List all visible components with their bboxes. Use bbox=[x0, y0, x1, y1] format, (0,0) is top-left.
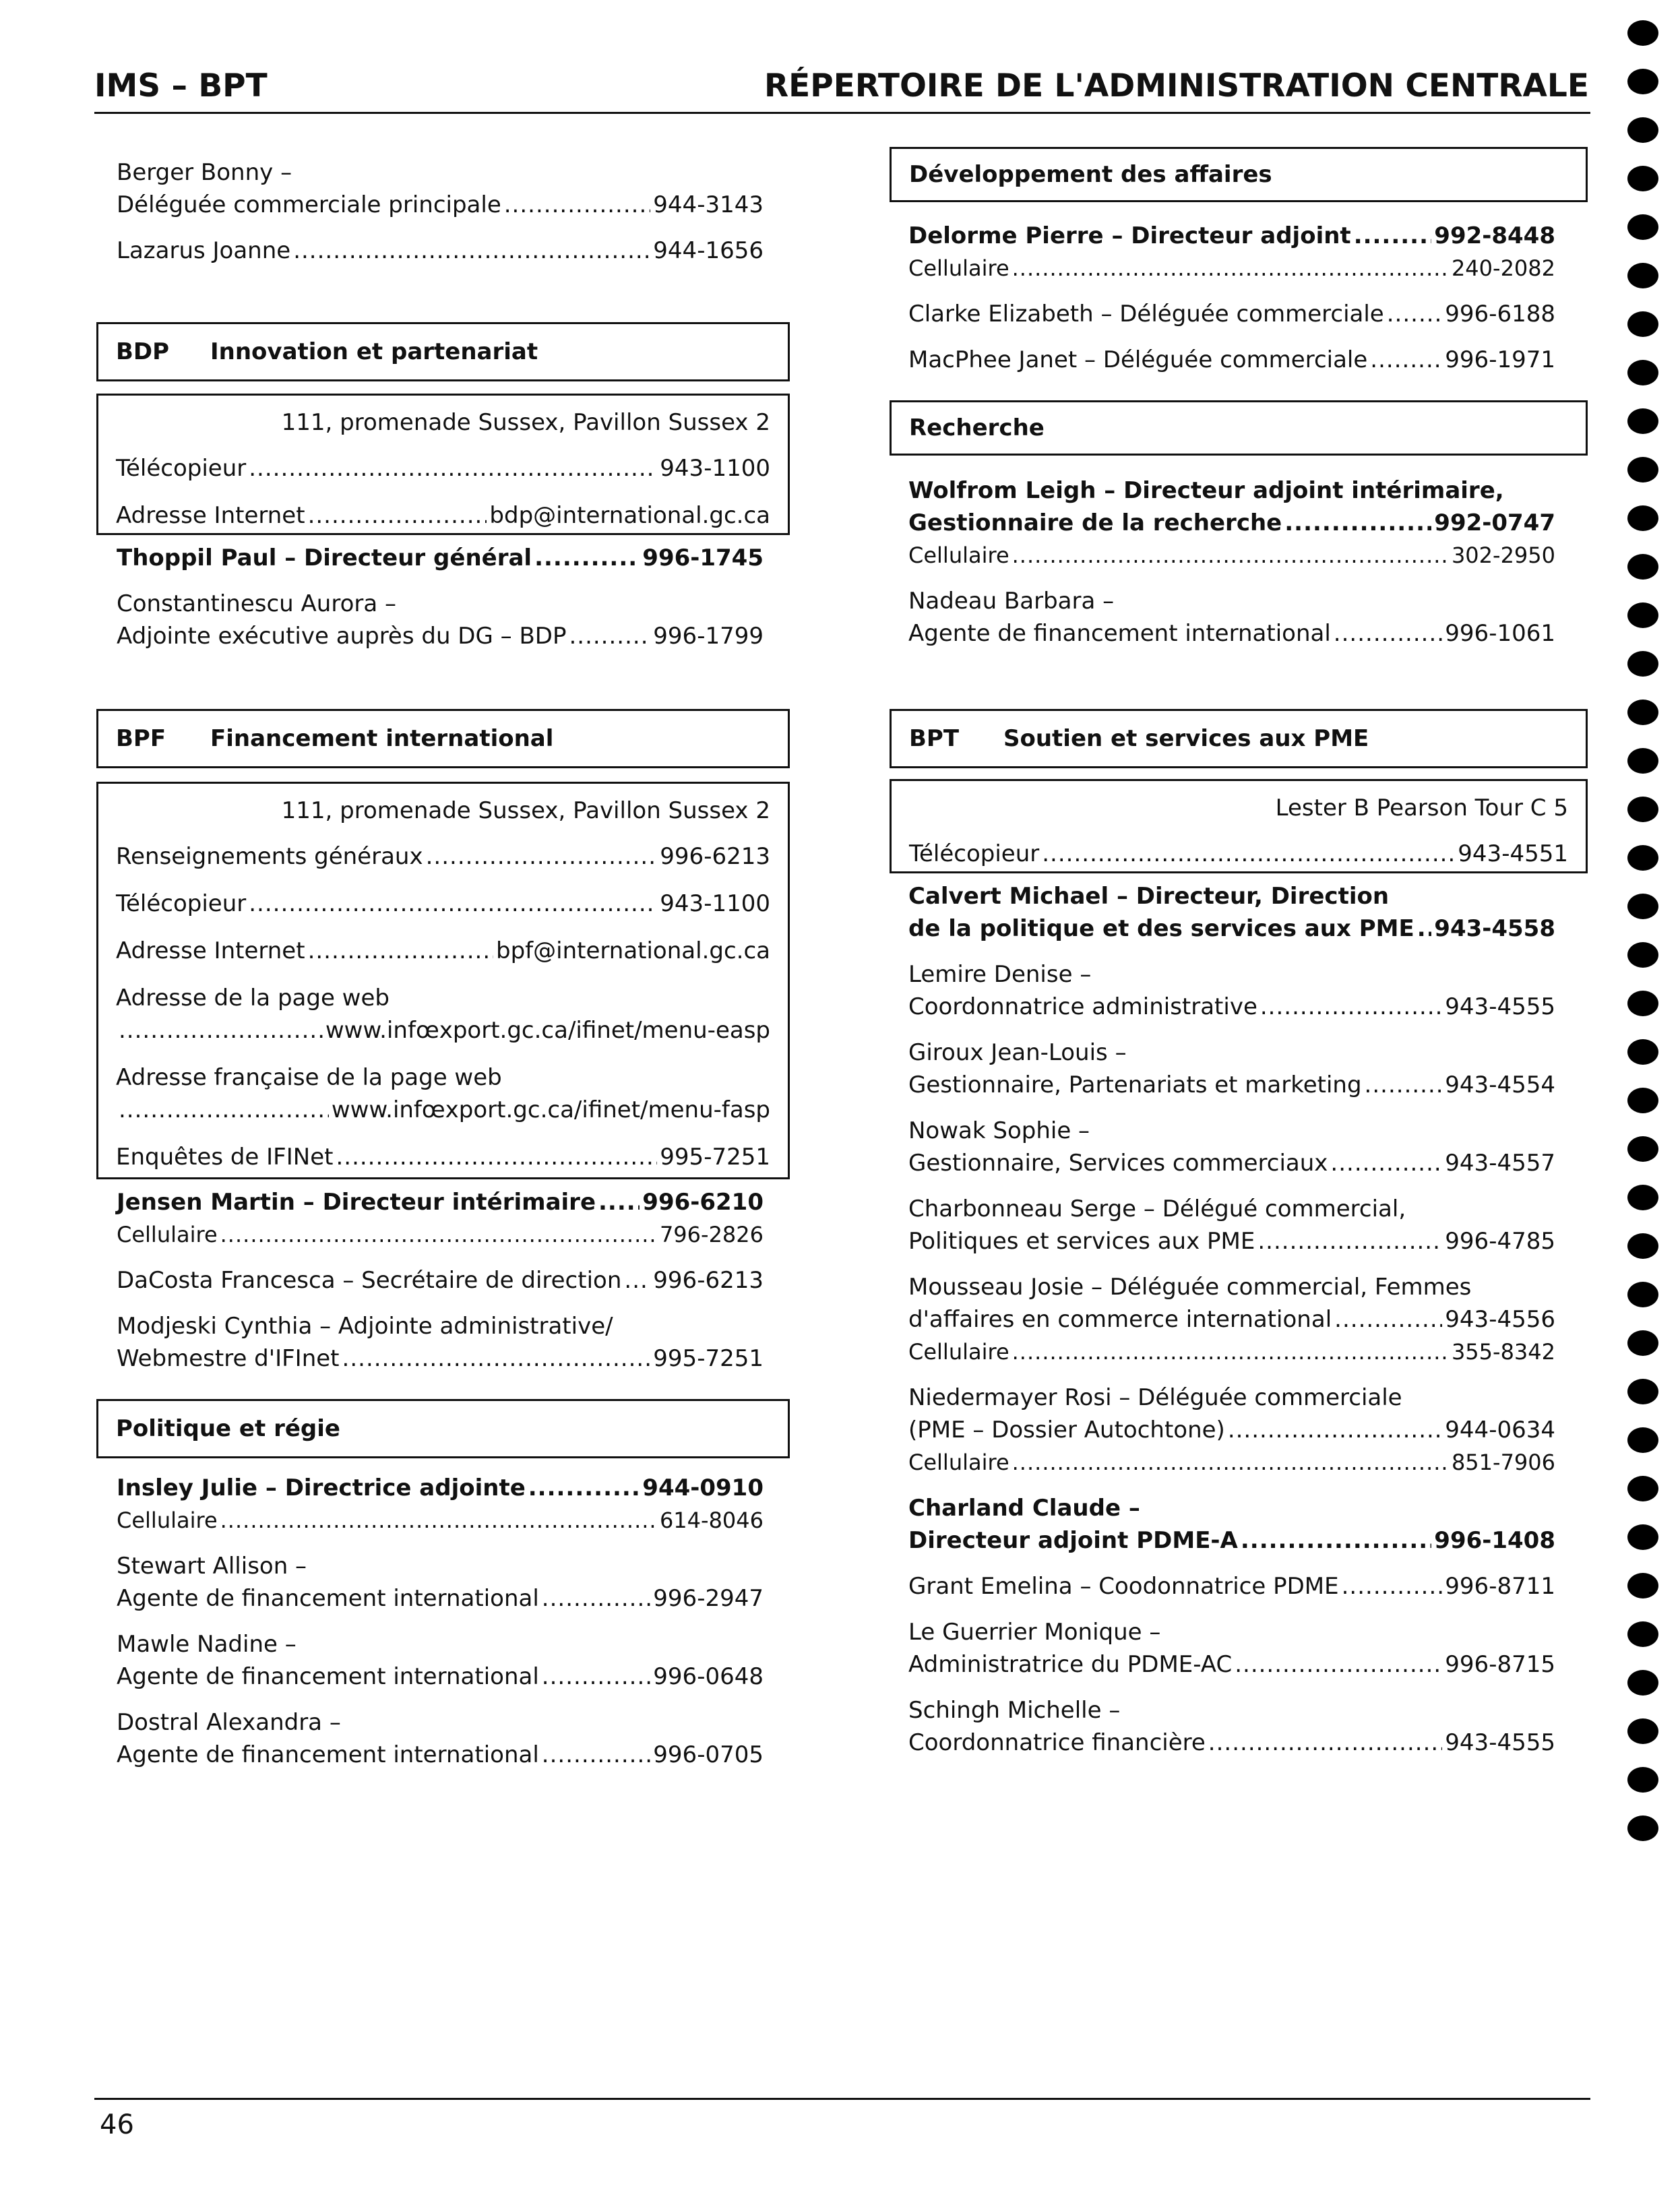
cellular-row bbox=[908, 252, 1555, 284]
entry-row bbox=[908, 220, 1555, 252]
binder-hole bbox=[1627, 505, 1658, 531]
binder-hole bbox=[1627, 554, 1658, 580]
leader-dots bbox=[1417, 912, 1432, 945]
leader-dots bbox=[624, 1264, 650, 1297]
binder-hole bbox=[1627, 360, 1658, 385]
address: 111, promenade Sussex, Pavillon Sussex 2 bbox=[281, 797, 770, 824]
entry-label: Thoppil Paul – Directeur général bbox=[117, 545, 532, 571]
list-item bbox=[908, 880, 1555, 945]
entry-value: 943-4556 bbox=[1445, 1306, 1555, 1333]
list-item bbox=[908, 1492, 1555, 1557]
entry-value: 995-7251 bbox=[660, 1144, 770, 1171]
list-item bbox=[908, 220, 1555, 284]
leader-dots bbox=[1012, 252, 1449, 284]
leader-dots bbox=[1370, 344, 1442, 376]
cellular-label: Cellulaire bbox=[908, 255, 1009, 281]
binder-hole bbox=[1627, 1379, 1658, 1404]
leader-dots bbox=[1208, 1727, 1443, 1759]
entry-row bbox=[116, 452, 770, 485]
entry-value: 996-1745 bbox=[642, 545, 764, 571]
section-code: BPT bbox=[909, 725, 960, 752]
info-box-bpf bbox=[96, 782, 790, 1179]
binder-hole bbox=[1627, 69, 1658, 94]
entry-label: Coordonnatrice financière bbox=[908, 1729, 1206, 1756]
entry-value: 995-7251 bbox=[653, 1345, 764, 1372]
entry-value: 944-0634 bbox=[1445, 1417, 1555, 1443]
section-code: BDP bbox=[116, 338, 170, 365]
entry-value: 943-4555 bbox=[1445, 993, 1555, 1020]
entry-row bbox=[117, 1472, 764, 1504]
leader-dots bbox=[1012, 1336, 1449, 1368]
cellular-value: 614-8046 bbox=[659, 1508, 764, 1533]
entry-value: 996-8715 bbox=[1445, 1651, 1555, 1678]
entry-title: Nowak Sophie – bbox=[908, 1117, 1090, 1144]
leader-dots bbox=[542, 1582, 651, 1615]
section-header-bpt bbox=[890, 709, 1588, 768]
binder-hole bbox=[1627, 1476, 1658, 1501]
list-item bbox=[908, 1616, 1555, 1681]
entry-label: Directeur adjoint PDME-A bbox=[908, 1527, 1238, 1554]
leader-dots bbox=[308, 935, 493, 967]
entry-row bbox=[117, 1660, 764, 1693]
leader-dots bbox=[534, 542, 640, 574]
binder-hole bbox=[1627, 1670, 1658, 1696]
binder-hole bbox=[1627, 1718, 1658, 1744]
entry-title: Le Guerrier Monique – bbox=[908, 1619, 1161, 1646]
section-header-politique bbox=[96, 1399, 790, 1458]
binder-hole bbox=[1627, 457, 1658, 483]
leader-dots bbox=[293, 235, 650, 267]
entry-value: www.infœxport.gc.ca/ifinet/menu-easp bbox=[325, 1017, 770, 1044]
leader-dots bbox=[528, 1472, 640, 1504]
leader-dots bbox=[1284, 507, 1431, 539]
header-left-title: IMS – BPT bbox=[94, 67, 268, 104]
entry-value: 944-3143 bbox=[653, 191, 764, 218]
list-item bbox=[908, 1570, 1555, 1603]
list-item bbox=[117, 156, 764, 221]
entry-value: 943-1100 bbox=[660, 890, 770, 917]
leader-dots bbox=[1012, 539, 1449, 571]
entry-title: Nadeau Barbara – bbox=[908, 588, 1115, 615]
leader-dots bbox=[542, 1739, 651, 1771]
entry-row bbox=[908, 1225, 1555, 1257]
list-item bbox=[908, 585, 1555, 650]
entry-row bbox=[116, 935, 770, 967]
entry-row bbox=[908, 1147, 1555, 1179]
cellular-label: Cellulaire bbox=[908, 1339, 1009, 1365]
entry-value: 996-0648 bbox=[653, 1663, 764, 1690]
entry-row bbox=[117, 1186, 764, 1218]
entry-row bbox=[116, 1094, 770, 1126]
leader-dots bbox=[1334, 617, 1443, 650]
entry-title: Mousseau Josie – Déléguée commercial, Femmes bbox=[908, 1274, 1472, 1301]
section-title: Soutien et services aux PME bbox=[1003, 725, 1369, 752]
leader-dots bbox=[1342, 1570, 1443, 1603]
list-item bbox=[908, 1694, 1555, 1759]
cellular-value: 851-7906 bbox=[1451, 1450, 1555, 1475]
entry-value: 996-0705 bbox=[653, 1741, 764, 1768]
entry-label: Gestionnaire de la recherche bbox=[908, 509, 1282, 536]
entry-row bbox=[117, 1264, 764, 1297]
binder-hole bbox=[1627, 1815, 1658, 1841]
leader-dots bbox=[504, 189, 651, 221]
list-item bbox=[908, 1115, 1555, 1179]
leader-dots bbox=[542, 1660, 651, 1693]
entry-label: Agente de financement international bbox=[908, 620, 1331, 647]
list-item bbox=[117, 1628, 764, 1693]
entry-row bbox=[117, 1342, 764, 1375]
entry-row bbox=[908, 1570, 1555, 1603]
entry-title: Niedermayer Rosi – Déléguée commerciale bbox=[908, 1384, 1402, 1411]
entry-value: 996-8711 bbox=[1445, 1573, 1555, 1600]
list-item bbox=[117, 1264, 764, 1297]
entry-row bbox=[908, 1727, 1555, 1759]
entry-value: 943-4557 bbox=[1445, 1150, 1555, 1177]
address: 111, promenade Sussex, Pavillon Sussex 2 bbox=[281, 409, 770, 436]
list-item bbox=[908, 474, 1555, 571]
entry-label: Adresse Internet bbox=[116, 937, 305, 964]
binder-hole bbox=[1627, 1088, 1658, 1113]
entry-value: 996-4785 bbox=[1445, 1228, 1555, 1255]
entry-row bbox=[116, 1014, 770, 1047]
binder-hole bbox=[1627, 894, 1658, 919]
entry-label: DaCosta Francesca – Secrétaire de direction bbox=[117, 1267, 622, 1294]
entry-label: Adjointe exécutive auprès du DG – BDP bbox=[117, 623, 567, 650]
leader-dots bbox=[1330, 1147, 1442, 1179]
entry-row bbox=[117, 620, 764, 652]
cellular-row bbox=[908, 1446, 1555, 1479]
entry-value: 996-6213 bbox=[653, 1267, 764, 1294]
entry-row bbox=[908, 1414, 1555, 1446]
binder-hole bbox=[1627, 651, 1658, 677]
section-title: Politique et régie bbox=[116, 1415, 340, 1442]
entry-value: 943-1100 bbox=[660, 455, 770, 482]
leader-dots bbox=[569, 620, 650, 652]
section-title: Recherche bbox=[909, 414, 1045, 441]
binder-hole bbox=[1627, 1136, 1658, 1162]
binder-hole bbox=[1627, 1039, 1658, 1065]
entry-row bbox=[908, 298, 1555, 330]
leader-dots bbox=[426, 840, 658, 873]
entry-label: Gestionnaire, Partenariats et marketing bbox=[908, 1072, 1362, 1098]
section-header-recherche bbox=[890, 400, 1588, 456]
leader-dots bbox=[1387, 298, 1443, 330]
entry-value: 996-2947 bbox=[653, 1585, 764, 1612]
entry-row bbox=[116, 499, 770, 532]
list-item bbox=[116, 499, 770, 532]
entry-label: Grant Emelina – Coodonnatrice PDME bbox=[908, 1573, 1339, 1600]
entry-value: www.infœxport.gc.ca/ifinet/menu-fasp bbox=[331, 1096, 770, 1123]
info-box-bdp bbox=[96, 394, 790, 535]
entry-label: Coordonnatrice administrative bbox=[908, 993, 1257, 1020]
leader-dots bbox=[220, 1504, 657, 1536]
binder-hole bbox=[1627, 602, 1658, 628]
entry-row bbox=[116, 840, 770, 873]
list-item bbox=[117, 588, 764, 652]
entry-row bbox=[908, 507, 1555, 539]
entry-row bbox=[908, 1648, 1555, 1681]
binder-hole bbox=[1627, 1282, 1658, 1307]
entry-title: Charland Claude – bbox=[908, 1495, 1140, 1522]
list-item bbox=[117, 1310, 764, 1375]
list-item bbox=[116, 840, 770, 873]
entry-label: Politiques et services aux PME bbox=[908, 1228, 1255, 1255]
entry-row bbox=[116, 888, 770, 920]
entry-label: Insley Julie – Directrice adjointe bbox=[117, 1474, 526, 1501]
list-item bbox=[116, 1141, 770, 1173]
list-item bbox=[909, 838, 1568, 870]
page-number: 46 bbox=[100, 2109, 134, 2140]
entry-value: 996-1971 bbox=[1445, 346, 1555, 373]
info-box-bpt bbox=[890, 779, 1588, 873]
entry-title: Wolfrom Leigh – Directeur adjoint intérimaire, bbox=[908, 477, 1504, 504]
cellular-value: 240-2082 bbox=[1451, 255, 1555, 281]
list-item bbox=[116, 888, 770, 920]
section-title: Innovation et partenariat bbox=[210, 338, 538, 365]
entry-value: 996-1799 bbox=[653, 623, 764, 650]
cellular-label: Cellulaire bbox=[908, 542, 1009, 568]
cellular-row bbox=[117, 1218, 764, 1251]
binder-hole bbox=[1627, 408, 1658, 434]
binder-hole bbox=[1627, 942, 1658, 968]
list-item bbox=[116, 982, 770, 1047]
list-item bbox=[908, 344, 1555, 376]
entry-title: Berger Bonny – bbox=[117, 159, 292, 186]
leader-dots bbox=[1241, 1524, 1431, 1557]
entry-label: Lazarus Joanne bbox=[117, 237, 291, 264]
leader-dots bbox=[1042, 838, 1455, 870]
binder-tabs bbox=[1627, 20, 1661, 1864]
leader-dots bbox=[249, 888, 657, 920]
leader-dots bbox=[308, 499, 487, 532]
list-item bbox=[908, 1381, 1555, 1479]
cellular-row bbox=[908, 539, 1555, 571]
entry-row bbox=[117, 235, 764, 267]
entry-row bbox=[116, 1141, 770, 1173]
entry-title: Giroux Jean-Louis – bbox=[908, 1039, 1127, 1066]
entry-label: Adresse Internet bbox=[116, 502, 305, 529]
entry-row bbox=[908, 1303, 1555, 1336]
entry-label: Enquêtes de IFINet bbox=[116, 1144, 334, 1171]
entry-value: 943-4558 bbox=[1434, 915, 1555, 942]
entry-label: MacPhee Janet – Déléguée commerciale bbox=[908, 346, 1368, 373]
section-title: Développement des affaires bbox=[909, 161, 1272, 188]
list-item bbox=[117, 235, 764, 267]
entry-value: 943-4554 bbox=[1445, 1072, 1555, 1098]
leader-dots bbox=[119, 1014, 323, 1047]
list-item bbox=[117, 1186, 764, 1251]
binder-hole bbox=[1627, 1621, 1658, 1647]
leader-dots bbox=[1012, 1446, 1449, 1479]
binder-hole bbox=[1627, 214, 1658, 240]
entry-title: Modjeski Cynthia – Adjointe administrative/ bbox=[117, 1313, 613, 1340]
entry-value: 996-1061 bbox=[1445, 620, 1555, 647]
binder-hole bbox=[1627, 1573, 1658, 1598]
entry-title: Adresse de la page web bbox=[116, 985, 390, 1012]
leader-dots bbox=[1235, 1648, 1442, 1681]
leader-dots bbox=[1257, 1225, 1442, 1257]
list-item bbox=[117, 1550, 764, 1615]
entry-row bbox=[908, 617, 1555, 650]
bpt-people-list bbox=[908, 880, 1555, 1772]
leader-dots bbox=[1260, 991, 1442, 1023]
list-item bbox=[908, 1036, 1555, 1101]
entry-label: Administratrice du PDME-AC bbox=[908, 1651, 1233, 1678]
leader-dots bbox=[119, 1094, 329, 1126]
binder-hole bbox=[1627, 1767, 1658, 1793]
entry-label: Clarke Elizabeth – Déléguée commerciale bbox=[908, 301, 1384, 328]
entry-row bbox=[117, 189, 764, 221]
entry-title: Adresse française de la page web bbox=[116, 1064, 502, 1091]
list-item bbox=[908, 1271, 1555, 1368]
list-item bbox=[117, 1706, 764, 1771]
entry-title: Stewart Allison – bbox=[117, 1553, 307, 1580]
entry-label: Agente de financement international bbox=[117, 1663, 539, 1690]
leader-dots bbox=[1354, 220, 1432, 252]
entry-title: Lemire Denise – bbox=[908, 961, 1092, 988]
entry-row bbox=[908, 1069, 1555, 1101]
binder-hole bbox=[1627, 797, 1658, 822]
header-rule bbox=[94, 112, 1590, 114]
entry-value: bdp@international.gc.ca bbox=[489, 502, 770, 529]
entry-row bbox=[908, 344, 1555, 376]
entry-value: 996-6210 bbox=[642, 1189, 764, 1216]
binder-hole bbox=[1627, 700, 1658, 725]
entry-row bbox=[908, 991, 1555, 1023]
section-header-bpf bbox=[96, 709, 790, 768]
entry-label: Déléguée commerciale principale bbox=[117, 191, 501, 218]
section-header-bdp bbox=[96, 322, 790, 381]
entry-label: Agente de financement international bbox=[117, 1741, 539, 1768]
cellular-value: 796-2826 bbox=[659, 1222, 764, 1247]
entry-value: bpf@international.gc.ca bbox=[496, 937, 770, 964]
binder-hole bbox=[1627, 166, 1658, 191]
politique-people-list bbox=[117, 1472, 764, 1784]
entry-title: Constantinescu Aurora – bbox=[117, 590, 396, 617]
entry-label: Jensen Martin – Directeur intérimaire bbox=[117, 1189, 596, 1216]
list-item bbox=[117, 542, 764, 574]
entry-value: 943-4555 bbox=[1445, 1729, 1555, 1756]
section-code: BPF bbox=[116, 725, 166, 752]
leader-dots bbox=[1334, 1303, 1442, 1336]
entry-title: Schingh Michelle – bbox=[908, 1697, 1121, 1724]
binder-hole bbox=[1627, 1185, 1658, 1210]
entry-row bbox=[908, 1524, 1555, 1557]
entry-title: Charbonneau Serge – Délégué commercial, bbox=[908, 1195, 1406, 1222]
cellular-row bbox=[117, 1504, 764, 1536]
entry-row bbox=[909, 838, 1568, 870]
entry-value: 996-6213 bbox=[660, 843, 770, 870]
cellular-label: Cellulaire bbox=[117, 1222, 218, 1247]
binder-hole bbox=[1627, 1427, 1658, 1453]
bpf-people-list bbox=[117, 1186, 764, 1388]
leader-dots bbox=[336, 1141, 657, 1173]
address: Lester B Pearson Tour C 5 bbox=[1275, 795, 1568, 821]
bdp-people-list bbox=[117, 542, 764, 666]
list-item bbox=[116, 935, 770, 967]
entry-label: Télécopieur bbox=[909, 840, 1040, 867]
developpement-people-list bbox=[908, 220, 1555, 390]
recherche-people-list bbox=[908, 474, 1555, 663]
leader-dots bbox=[342, 1342, 651, 1375]
binder-hole bbox=[1627, 748, 1658, 774]
leader-dots bbox=[1365, 1069, 1443, 1101]
list-item bbox=[116, 1061, 770, 1126]
entry-value: 944-0910 bbox=[642, 1474, 764, 1501]
leader-dots bbox=[1228, 1414, 1442, 1446]
entry-value: 996-1408 bbox=[1434, 1527, 1555, 1554]
section-header-developpement bbox=[890, 147, 1588, 202]
binder-hole bbox=[1627, 117, 1658, 143]
leader-dots bbox=[220, 1218, 657, 1251]
section-title: Financement international bbox=[210, 725, 554, 752]
list-item bbox=[908, 1193, 1555, 1257]
binder-hole bbox=[1627, 311, 1658, 337]
entry-title: Mawle Nadine – bbox=[117, 1631, 297, 1658]
binder-hole bbox=[1627, 991, 1658, 1016]
entry-title: Dostral Alexandra – bbox=[117, 1709, 341, 1736]
entry-label: Télécopieur bbox=[116, 455, 247, 482]
entry-row bbox=[117, 1582, 764, 1615]
entry-value: 992-0747 bbox=[1434, 509, 1555, 536]
footer-rule bbox=[94, 2098, 1590, 2100]
entry-value: 992-8448 bbox=[1434, 222, 1555, 249]
leader-dots bbox=[598, 1186, 640, 1218]
entry-row bbox=[908, 912, 1555, 945]
entry-label: Renseignements généraux bbox=[116, 843, 423, 870]
cellular-row bbox=[908, 1336, 1555, 1368]
list-item bbox=[116, 452, 770, 485]
binder-hole bbox=[1627, 1524, 1658, 1550]
cellular-value: 302-2950 bbox=[1451, 542, 1555, 568]
cellular-label: Cellulaire bbox=[908, 1450, 1009, 1475]
entry-row bbox=[117, 542, 764, 574]
binder-hole bbox=[1627, 1330, 1658, 1356]
entry-label: Webmestre d'IFInet bbox=[117, 1345, 340, 1372]
entry-label: Delorme Pierre – Directeur adjoint bbox=[908, 222, 1351, 249]
entry-label: de la politique et des services aux PME bbox=[908, 915, 1414, 942]
entry-value: 996-6188 bbox=[1445, 301, 1555, 328]
cellular-label: Cellulaire bbox=[117, 1508, 218, 1533]
binder-hole bbox=[1627, 1233, 1658, 1259]
binder-hole bbox=[1627, 845, 1658, 871]
entry-title: Calvert Michael – Directeur, Direction bbox=[908, 883, 1390, 910]
entry-value: 944-1656 bbox=[653, 237, 764, 264]
binder-hole bbox=[1627, 20, 1658, 46]
header-right-title: RÉPERTOIRE DE L'ADMINISTRATION CENTRALE bbox=[764, 67, 1589, 104]
cellular-value: 355-8342 bbox=[1451, 1339, 1555, 1365]
list-item bbox=[908, 958, 1555, 1023]
list-item bbox=[117, 1472, 764, 1536]
entry-value: 943-4551 bbox=[1458, 840, 1568, 867]
entry-label: Agente de financement international bbox=[117, 1585, 539, 1612]
left-top-list bbox=[117, 156, 764, 280]
entry-label: d'affaires en commerce international bbox=[908, 1306, 1332, 1333]
leader-dots bbox=[249, 452, 657, 485]
entry-label: Gestionnaire, Services commerciaux bbox=[908, 1150, 1328, 1177]
binder-hole bbox=[1627, 263, 1658, 288]
list-item bbox=[908, 298, 1555, 330]
entry-row bbox=[117, 1739, 764, 1771]
entry-label: (PME – Dossier Autochtone) bbox=[908, 1417, 1225, 1443]
entry-label: Télécopieur bbox=[116, 890, 247, 917]
